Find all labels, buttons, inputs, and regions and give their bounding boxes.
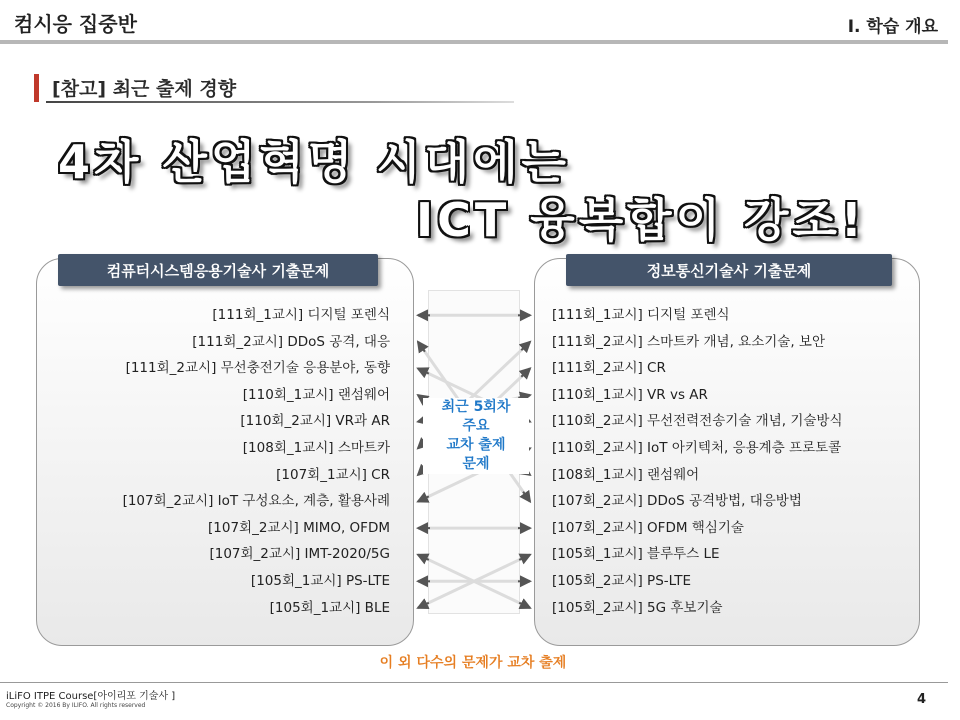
list-item: [107회_2교시] OFDM 핵심기술 — [552, 519, 744, 536]
list-item: [111회_1교시] 디지털 포렌식 — [552, 307, 730, 323]
list-item: [110회_1교시] VR vs AR — [552, 386, 708, 403]
list-item: [111회_2교시] 무선충전기술 응용분야, 동향 — [125, 360, 390, 377]
list-item: [105회_1교시] BLE — [269, 599, 390, 616]
cross-link-arrow-left — [418, 369, 429, 374]
footer-course: iLiFO ITPE Course[아이리포 기술사 ] — [6, 691, 176, 702]
list-item: [105회_1교시] 블루투스 LE — [552, 546, 720, 563]
cross-link-arrow-left — [418, 496, 429, 501]
left-question-list — [123, 302, 390, 621]
list-item: [108회_1교시] 랜섬웨어 — [552, 466, 700, 483]
cross-link-arrow-left — [418, 342, 425, 352]
cross-link-arrow-left — [418, 603, 429, 608]
cross-link-arrow-right — [519, 555, 530, 560]
list-item: [105회_2교시] 5G 후보기술 — [552, 599, 723, 616]
right-question-list — [552, 302, 843, 621]
center-label-line-1: 최근 5회차 — [441, 399, 511, 415]
list-item: [107회_2교시] IoT 구성요소, 계층, 활용사례 — [122, 493, 390, 510]
center-label — [423, 398, 529, 474]
right-panel-title: 정보통신기술사 기출문제 — [566, 254, 892, 286]
header-divider — [0, 40, 948, 44]
cross-link-arrow-right — [523, 492, 530, 502]
list-item: [111회_1교시] 디지털 포렌식 — [212, 307, 390, 323]
footer-copyright: Copyright © 2016 By ILIFO. All rights reserved — [6, 702, 146, 709]
list-item: [108회_1교시] 스마트카 — [242, 439, 390, 456]
list-item: [107회_2교시] MIMO, OFDM — [208, 519, 390, 536]
header-title: 컴시응 집중반 — [14, 12, 137, 36]
cross-link-arrow-left — [418, 555, 429, 560]
footer-divider — [0, 682, 948, 683]
headline-line-2: ICT 융복합이 강조! — [416, 193, 866, 247]
list-item: [110회_1교시] 랜섬웨어 — [242, 386, 390, 403]
list-item: [111회_2교시] DDoS 공격, 대응 — [192, 333, 390, 350]
cross-link-arrow-right — [519, 603, 530, 608]
list-item: [107회_2교시] IMT-2020/5G — [209, 546, 390, 563]
cross-question-note: 이 외 다수의 문제가 교차 출제 — [379, 655, 567, 671]
header-section: I. 학습 개요 — [847, 17, 938, 37]
left-panel-title: 컴퓨터시스템응용기술사 기출문제 — [58, 254, 378, 286]
page-number: 4 — [916, 692, 926, 707]
center-label-line-2: 주요 — [462, 418, 490, 434]
cross-link-arrow-right — [521, 342, 530, 350]
cross-link-arrow-right — [521, 369, 530, 377]
list-item: [110회_2교시] IoT 아키텍처, 응용계층 프로토콜 — [552, 439, 842, 456]
reference-underline — [46, 101, 514, 103]
reference-accent-bar — [34, 74, 39, 102]
list-item: [111회_2교시] 스마트카 개념, 요소기술, 보안 — [552, 333, 826, 350]
list-item: [107회_1교시] CR — [276, 466, 390, 483]
list-item: [105회_1교시] PS-LTE — [250, 572, 390, 589]
reference-title: [참고] 최근 출제 경향 — [52, 78, 237, 100]
list-item: [111회_2교시] CR — [552, 360, 666, 377]
list-item: [105회_2교시] PS-LTE — [552, 572, 692, 589]
center-label-line-4: 문제 — [462, 456, 490, 472]
center-label-line-3: 교차 출제 — [446, 437, 506, 453]
list-item: [110회_2교시] 무선전력전송기술 개념, 기술방식 — [552, 413, 843, 430]
list-item: [110회_2교시] VR과 AR — [240, 413, 390, 430]
headline-line-1: 4차 산업혁명 시대에는 — [58, 135, 570, 189]
list-item: [107회_2교시] DDoS 공격방법, 대응방법 — [552, 493, 802, 510]
